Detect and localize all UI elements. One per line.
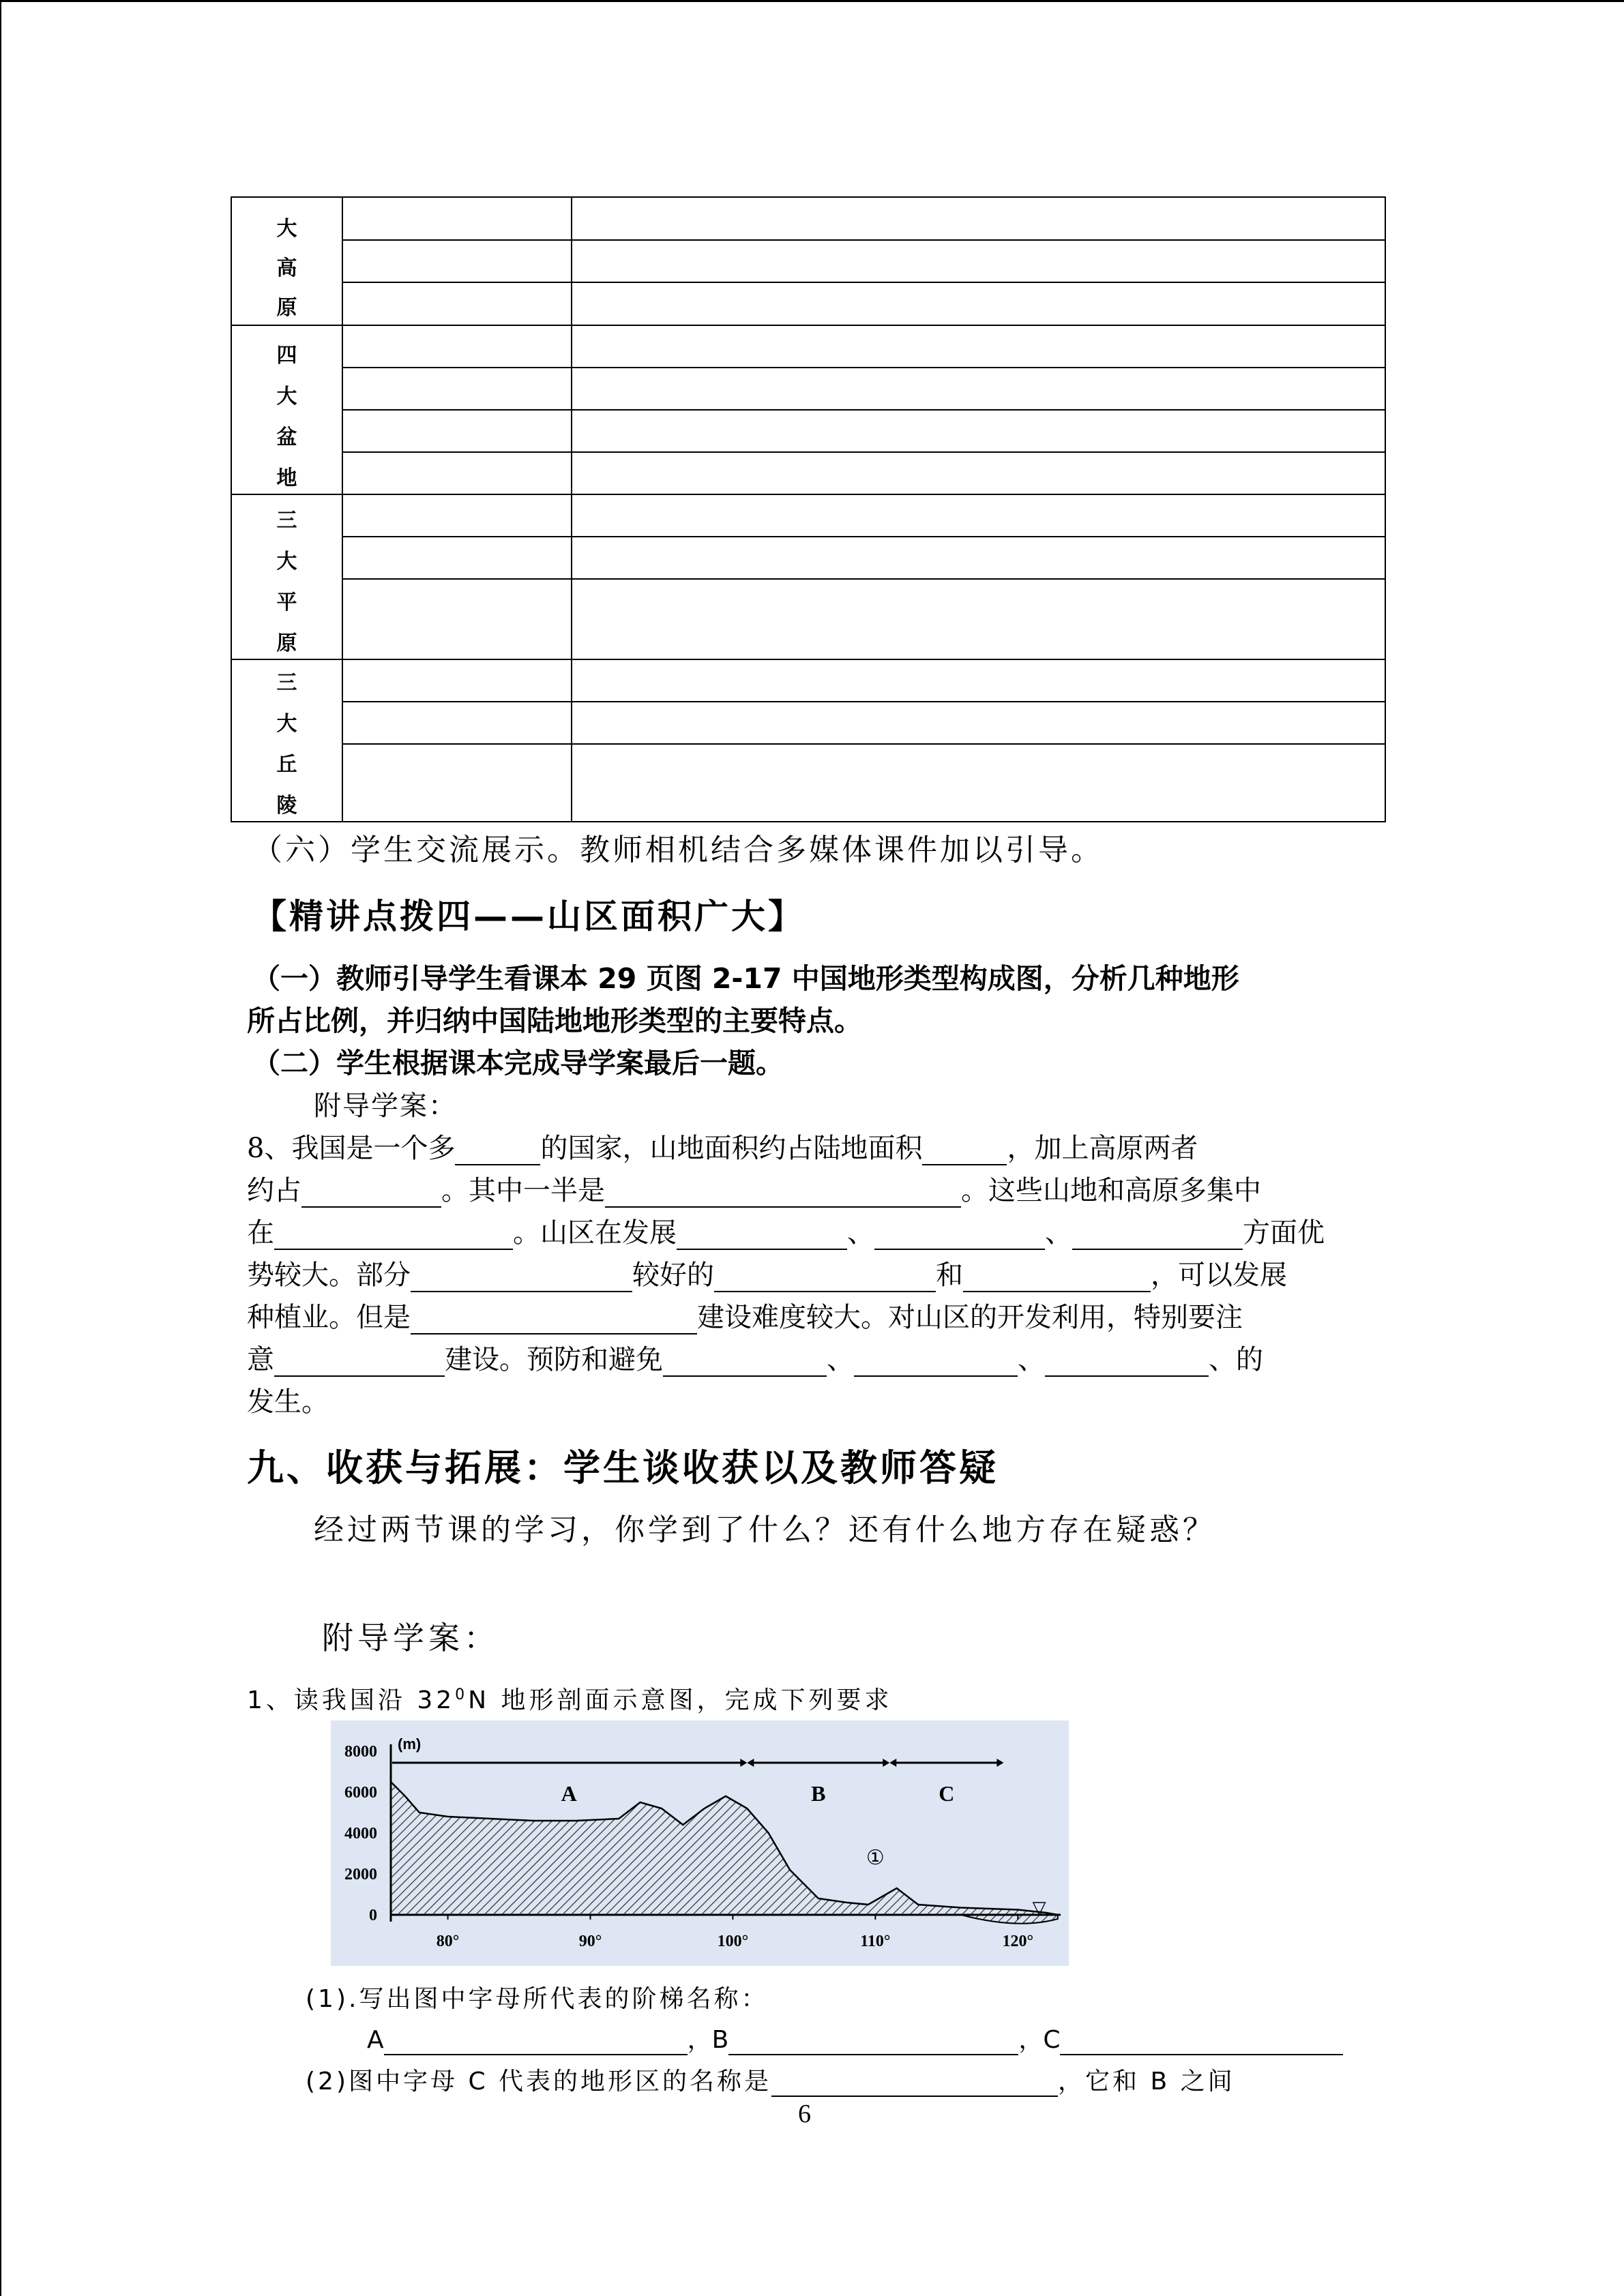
question-8-line-7: 发生。 [247, 1386, 329, 1418]
group-label: 三 大 丘 陵 [232, 660, 343, 821]
annotation-circled-1: ① [866, 1847, 885, 1869]
blank[interactable] [922, 1139, 1007, 1165]
blank[interactable] [411, 1309, 697, 1335]
table-row[interactable] [343, 198, 1385, 241]
y-tick-label: 4000 [344, 1825, 377, 1843]
stage-label: A [561, 1781, 577, 1806]
question-8-line-2: 约占 。其中一半是 。这些山地和高原多集中 [247, 1175, 1261, 1206]
blank[interactable] [663, 1351, 827, 1377]
x-tick-label: 110° [860, 1933, 891, 1950]
table-row[interactable] [343, 326, 1385, 368]
question-8-line-4: 势较大。部分 较好的 和 ，可以发展 [247, 1259, 1287, 1291]
question-8-line-3: 在 。山区在发展 、 、 方面优 [247, 1217, 1325, 1249]
table-group-hills [232, 660, 1385, 821]
y-axis-label: (m) [398, 1735, 422, 1753]
question-8-line-1: 8、我国是一个多 的国家，山地面积约占陆地面积 ，加上高原两者 [247, 1133, 1198, 1164]
y-tick-label: 0 [369, 1907, 377, 1924]
x-tick-label: 120° [1002, 1933, 1034, 1950]
stage-arrow-head [747, 1759, 754, 1767]
table-row[interactable] [343, 283, 1385, 325]
stage-arrow-head [883, 1759, 889, 1767]
y-tick-label: 6000 [344, 1784, 377, 1802]
table-row[interactable] [343, 495, 1385, 537]
landform-table [231, 196, 1386, 822]
blank-b[interactable] [728, 2029, 1018, 2055]
blank[interactable] [301, 1182, 441, 1208]
y-tick-label: 8000 [344, 1743, 377, 1761]
table-row[interactable] [343, 241, 1385, 283]
page-number: 6 [798, 2100, 811, 2128]
blank[interactable] [1072, 1224, 1243, 1250]
question-8-line-5: 种植业。但是 建设难度较大。对山区的开发利用，特别要注 [247, 1302, 1243, 1333]
terrain-profile-chart [331, 1720, 1069, 1966]
step-two-line: （二）学生根据课本完成导学案最后一题。 [252, 1047, 784, 1079]
table-row[interactable] [343, 368, 1385, 411]
question-1-line: 1、读我国沿 $32^0N$ 地形剖面示意图，完成下列要求 [247, 1686, 893, 1714]
table-row[interactable] [343, 580, 1385, 659]
stage-arrow-head [889, 1759, 896, 1767]
stage-label: B [811, 1781, 826, 1806]
stage-arrow-head [996, 1759, 1003, 1767]
step-one-line-2: 所占比例，并归纳中国陆地地形类型的主要特点。 [247, 1004, 862, 1037]
sea-level-symbol: ▽ [1032, 1897, 1046, 1918]
group-label: 三 大 平 原 [232, 495, 343, 659]
table-row[interactable] [343, 702, 1385, 745]
section-six-line: （六）学生交流展示。教师相机结合多媒体课件加以引导。 [252, 833, 1104, 867]
table-row[interactable] [343, 453, 1385, 494]
table-group-basins [232, 326, 1385, 495]
blank[interactable] [771, 2071, 1058, 2097]
blank[interactable] [605, 1182, 961, 1208]
terrain-profile-area [391, 1782, 1058, 1915]
attached-guide-label-2: 附导学案： [322, 1620, 499, 1656]
group-label: 四 大 盆 地 [232, 326, 343, 494]
x-tick-label: 100° [717, 1933, 749, 1950]
page-left-border [0, 0, 1, 2296]
group-label: 大 高 原 [232, 198, 343, 325]
table-row[interactable] [343, 745, 1385, 821]
blank[interactable] [714, 1266, 936, 1292]
sub-question-2: (2)图中字母 C 代表的地形区的名称是 ，它和 B 之间 [306, 2068, 1235, 2096]
terrain-profile-figure [331, 1720, 1069, 1966]
blank[interactable] [1045, 1351, 1209, 1377]
blank[interactable] [455, 1139, 540, 1165]
table-row[interactable] [343, 660, 1385, 702]
attached-guide-label: 附导学案： [314, 1090, 457, 1122]
blank-a[interactable] [384, 2029, 688, 2055]
table-row[interactable] [343, 537, 1385, 580]
table-group-plateaus [232, 198, 1385, 326]
blank[interactable] [677, 1224, 847, 1250]
sub-question-1: (1).写出图中字母所代表的阶梯名称： [306, 1985, 769, 2013]
table-group-plains [232, 495, 1385, 660]
step-one-line-1: （一）教师引导学生看课本 29 页图 2-17 中国地形类型构成图，分析几种地形 [252, 962, 1239, 995]
key-point-four-heading: 【精讲点拨四——山区面积广大】 [252, 897, 805, 936]
blank[interactable] [963, 1266, 1151, 1292]
sub-question-1-answers: A ，B ，C [367, 2021, 1343, 2055]
blank-c[interactable] [1060, 2029, 1343, 2055]
blank[interactable] [411, 1266, 632, 1292]
x-tick-label: 90° [578, 1933, 602, 1950]
reflection-question: 经过两节课的学习，你学到了什么？还有什么地方存在疑惑？ [314, 1512, 1216, 1547]
blank[interactable] [854, 1351, 1018, 1377]
page-top-border [0, 0, 1624, 2]
section-nine-heading: 九、收获与拓展：学生谈收获以及教师答疑 [247, 1446, 999, 1489]
stage-arrow-head [740, 1759, 747, 1767]
blank[interactable] [274, 1224, 513, 1250]
stage-label: C [939, 1781, 955, 1806]
question-8-line-6: 意 建设。预防和避免 、 、 、的 [247, 1344, 1263, 1375]
blank[interactable] [874, 1224, 1045, 1250]
blank[interactable] [274, 1351, 445, 1377]
y-tick-label: 2000 [344, 1866, 377, 1883]
table-row[interactable] [343, 411, 1385, 453]
x-tick-label: 80° [436, 1933, 460, 1950]
